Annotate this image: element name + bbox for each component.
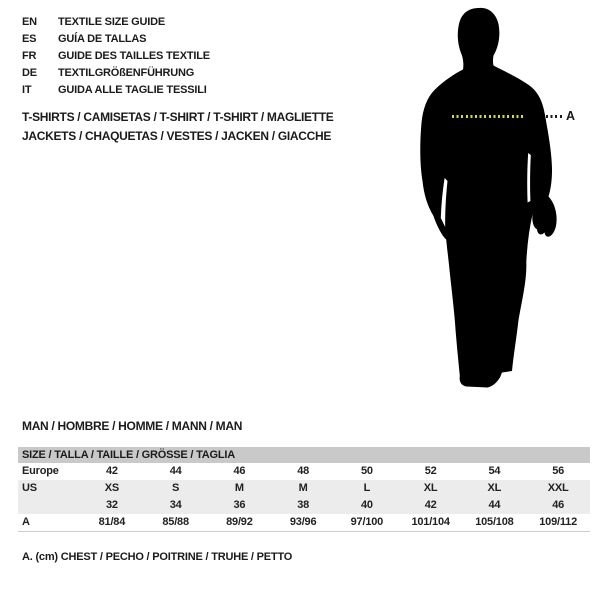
language-row: [22, 65, 210, 82]
size-cell: 109/112: [539, 516, 577, 528]
man-silhouette-figure: [400, 5, 585, 395]
size-cell: 48: [297, 465, 310, 477]
size-cell: 44: [488, 499, 501, 511]
size-cell: 85/88: [162, 516, 189, 528]
footnote-chest: A. (cm) CHEST / PECHO / POITRINE / TRUHE / PETTO: [22, 551, 293, 563]
size-cell: 34: [169, 499, 182, 511]
size-cell: 89/92: [226, 516, 253, 528]
size-row-europe: [18, 463, 590, 480]
size-table: [18, 447, 590, 532]
language-name: TEXTILE SIZE GUIDE: [58, 16, 166, 28]
row-label: [18, 497, 80, 514]
category-line-tshirts: T-SHIRTS / CAMISETAS / T-SHIRT / T-SHIRT / MAGLIETTE: [22, 110, 334, 124]
size-cell: 101/104: [411, 516, 450, 528]
size-row-chest-a: [18, 514, 590, 531]
size-cell: XL: [487, 482, 502, 494]
size-cell: XXL: [547, 482, 569, 494]
size-cell: M: [298, 482, 308, 494]
measure-label-a: A: [566, 109, 576, 123]
chest-measure-line-yellow: [452, 115, 523, 118]
language-code: FR: [22, 50, 37, 62]
language-row: [22, 14, 210, 31]
language-row: [22, 82, 210, 99]
section-title-man: MAN / HOMBRE / HOMME / MANN / MAN: [22, 419, 243, 433]
size-cell: S: [172, 482, 180, 494]
size-cell: 42: [105, 465, 118, 477]
chest-measure-line-extension: [546, 115, 563, 118]
language-code: EN: [22, 16, 37, 28]
size-cell: 46: [552, 499, 565, 511]
row-label: Europe: [22, 465, 59, 477]
language-row: [22, 48, 210, 65]
size-cell: 38: [297, 499, 310, 511]
size-row-alt: [18, 497, 590, 514]
language-name: GUIDE DES TAILLES TEXTILE: [58, 50, 210, 62]
language-code: ES: [22, 33, 37, 45]
language-name: GUÍA DE TALLAS: [58, 33, 147, 45]
size-cell: 42: [424, 499, 437, 511]
language-code: IT: [22, 84, 32, 96]
size-cell: L: [363, 482, 371, 494]
row-label: A: [22, 516, 30, 528]
language-name: TEXTILGRÖßENFÜHRUNG: [58, 67, 195, 79]
size-cell: XL: [423, 482, 438, 494]
language-name: GUIDA ALLE TAGLIE TESSILI: [58, 84, 207, 96]
row-label: US: [22, 482, 37, 494]
size-cell: 40: [360, 499, 373, 511]
size-cell: 44: [169, 465, 182, 477]
size-cell: 52: [424, 465, 437, 477]
size-cell: 81/84: [98, 516, 126, 528]
man-silhouette-shape: [420, 8, 556, 388]
size-cell: 50: [360, 465, 373, 477]
size-cell: 93/96: [289, 516, 317, 528]
size-cell: 105/108: [475, 516, 514, 528]
size-cell: 56: [552, 465, 565, 477]
category-lines: [22, 108, 334, 146]
size-cell: XS: [104, 482, 120, 494]
size-cell: 54: [488, 465, 501, 477]
language-row: [22, 31, 210, 48]
size-cell: 36: [233, 499, 246, 511]
size-cell: 32: [105, 499, 118, 511]
category-line-jackets: JACKETS / CHAQUETAS / VESTES / JACKEN / GIACCHE: [22, 129, 332, 143]
size-table-header: SIZE / TALLA / TAILLE / GRÖSSE / TAGLIA: [18, 447, 590, 463]
size-cell: M: [234, 482, 244, 494]
size-cell: 46: [233, 465, 246, 477]
size-row-us: [18, 480, 590, 497]
language-code: DE: [22, 67, 37, 79]
size-cell: 97/100: [350, 516, 384, 528]
language-list: [22, 14, 210, 99]
